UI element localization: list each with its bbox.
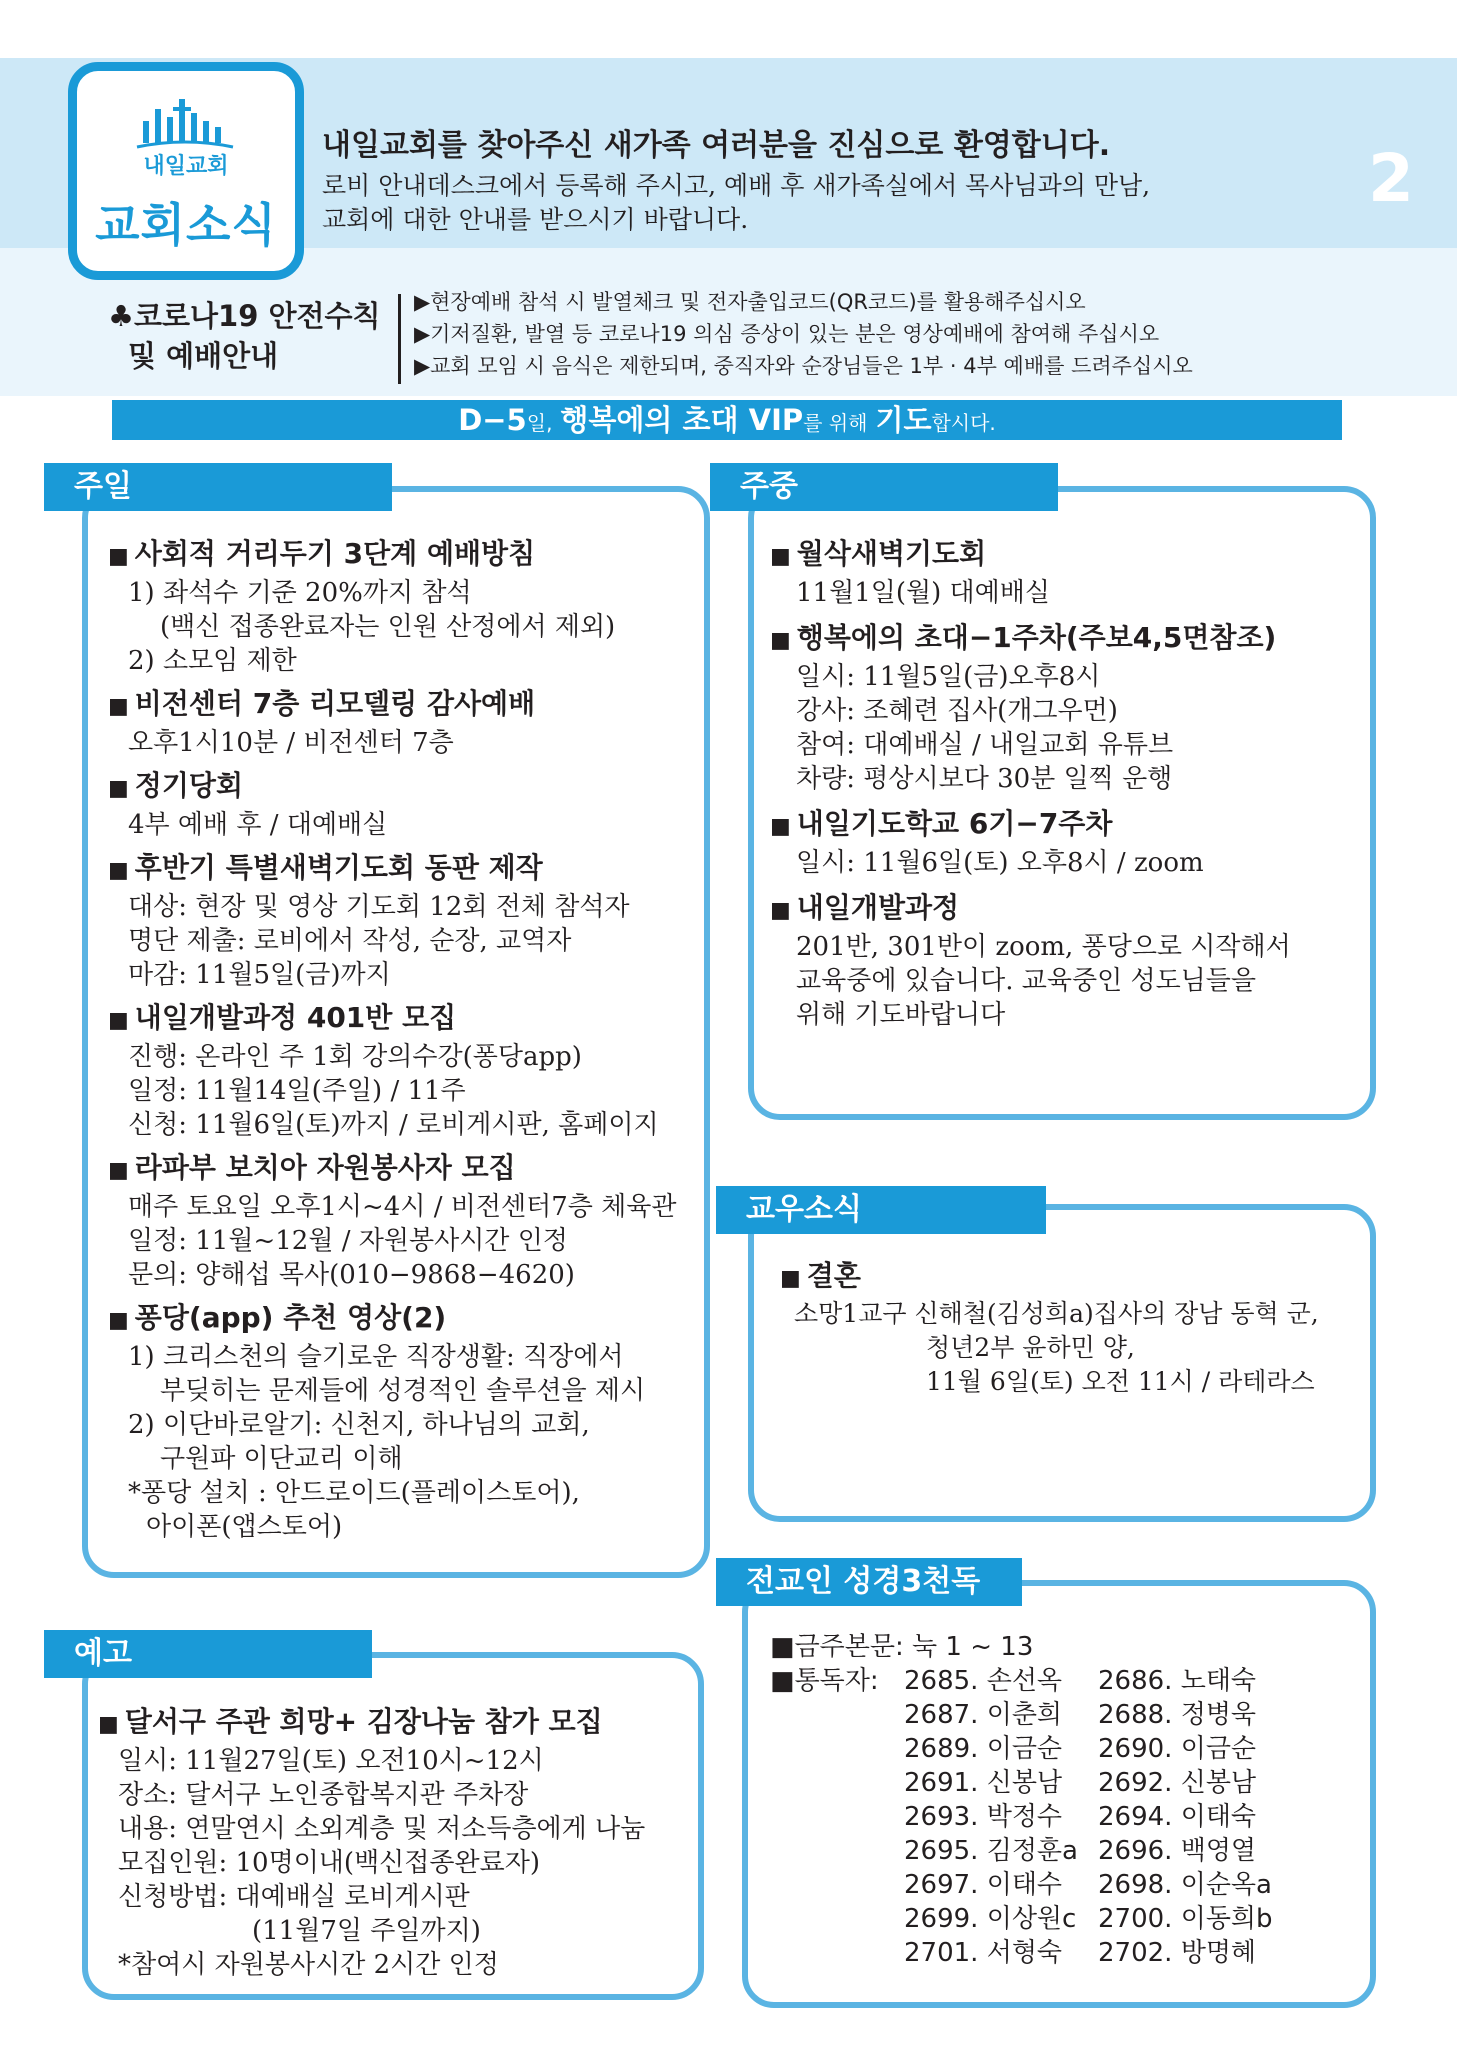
item-line: 11월1일(월) 대예배실 xyxy=(796,578,1050,608)
weekday-item-title: ■ 행복에의 초대−1주차(주보4,5면참조) xyxy=(770,621,1277,654)
item-line: 교육중에 있습니다. 교육중인 성도님들을 xyxy=(796,966,1257,996)
item-line: 차량: 평상시보다 30분 일찍 운행 xyxy=(796,764,1173,794)
reader-name: 2701. 서형숙 xyxy=(904,1938,1063,1968)
item-line: 오후1시10분 / 비전센터 7층 xyxy=(128,728,454,758)
dday-text: 합시다. xyxy=(931,411,996,435)
item-line: *참여시 자원봉사시간 2시간 인정 xyxy=(118,1950,499,1980)
dday-text: 를 위해 xyxy=(803,411,868,435)
church-logo-icon xyxy=(135,91,235,151)
reader-name: 2686. 노태숙 xyxy=(1098,1666,1257,1696)
reader-name: 2685. 손선옥 xyxy=(904,1666,1063,1696)
sunday-item-title: ■ 정기당회 xyxy=(108,769,243,802)
item-line: 대상: 현장 및 영상 기도회 12회 전체 참석자 xyxy=(128,892,630,922)
covid-title xyxy=(108,296,381,376)
item-line: 명단 제출: 로비에서 작성, 순장, 교역자 xyxy=(128,926,572,956)
item-line: 구원파 이단교리 이해 xyxy=(160,1444,403,1474)
sunday-item-title: ■ 비전센터 7층 리모델링 감사예배 xyxy=(108,687,536,720)
item-line: 4부 예배 후 / 대예배실 xyxy=(128,810,388,840)
item-line: *퐁당 설치 : 안드로이드(플레이스토어), xyxy=(128,1478,580,1508)
reader-name: 2698. 이순옥a xyxy=(1098,1870,1272,1900)
sunday-item-title: ■ 사회적 거리두기 3단계 예배방침 xyxy=(108,537,536,570)
dday-banner xyxy=(112,400,1342,440)
weekday-item-title: ■ 내일개발과정 xyxy=(770,891,960,924)
sunday-item-title: ■ 라파부 보치아 자원봉사자 모집 xyxy=(108,1151,516,1184)
item-line: 신청방법: 대예배실 로비게시판 xyxy=(118,1882,470,1912)
covid-notice: ▶교회 모임 시 음식은 제한되며, 중직자와 순장님들은 1부 · 4부 예배를 드려주십시오 xyxy=(414,354,1193,378)
reader-name: 2702. 방명혜 xyxy=(1098,1938,1257,1968)
reader-name: 2693. 박정수 xyxy=(904,1802,1063,1832)
item-line: 모집인원: 10명이내(백신접종완료자) xyxy=(118,1848,541,1878)
reader-name: 2691. 신봉남 xyxy=(904,1768,1063,1798)
item-line: 마감: 11월5일(금)까지 xyxy=(128,960,391,990)
welcome-title: 내일교회를 찾아주신 새가족 여러분을 진심으로 환영합니다. xyxy=(322,128,1111,163)
dday-text: 행복에의 초대 VIP xyxy=(560,403,804,437)
item-line: (11월7일 주일까지) xyxy=(252,1916,481,1946)
item-line: 매주 토요일 오후1시~4시 / 비전센터7층 체육관 xyxy=(128,1192,677,1222)
item-line: 신청: 11월6일(토)까지 / 로비게시판, 홈페이지 xyxy=(128,1110,659,1140)
weekday-item-title: ■ 월삭새벽기도회 xyxy=(770,537,987,570)
covid-title-line: ♣코로나19 안전수칙 xyxy=(108,299,381,333)
item-line: 1) 크리스천의 슬기로운 직장생활: 직장에서 xyxy=(128,1342,624,1372)
item-line: 2) 이단바로알기: 신천지, 하나님의 교회, xyxy=(128,1410,590,1440)
sunday-item-title: ■ 퐁당(app) 추천 영상(2) xyxy=(108,1301,447,1334)
item-line: (백신 접종완료자는 인원 산정에서 제외) xyxy=(160,612,616,642)
item-line: 부딪히는 문제들에 성경적인 솔루션을 제시 xyxy=(160,1376,646,1406)
item-line: 11월 6일(토) 오전 11시 / 라테라스 xyxy=(926,1367,1315,1396)
covid-notice: ▶현장예배 참석 시 발열체크 및 전자출입코드(QR코드)를 활용해주십시오 xyxy=(414,290,1086,314)
item-line: 일정: 11월~12월 / 자원봉사시간 인정 xyxy=(128,1226,568,1256)
reader-name: 2690. 이금순 xyxy=(1098,1734,1257,1764)
item-line: 일정: 11월14일(주일) / 11주 xyxy=(128,1076,466,1106)
sunday-item-title: ■ 내일개발과정 401반 모집 xyxy=(108,1001,457,1034)
reader-name: 2689. 이금순 xyxy=(904,1734,1063,1764)
covid-title-line: 및 예배안내 xyxy=(128,339,279,373)
reader-name: 2699. 이상원c xyxy=(904,1904,1077,1934)
reader-name: 2700. 이동희b xyxy=(1098,1904,1273,1934)
welcome-line: 교회에 대한 안내를 받으시기 바랍니다. xyxy=(322,205,749,234)
item-line: 강사: 조혜련 집사(개그우먼) xyxy=(796,696,1118,726)
covid-notice: ▶기저질환, 발열 등 코로나19 의심 증상이 있는 분은 영상예배에 참여해 주십시오 xyxy=(414,322,1160,346)
notice-item-title: ■ 달서구 주관 희망+ 김장나눔 참가 모집 xyxy=(98,1705,603,1738)
item-line: 진행: 온라인 주 1회 강의수강(퐁당app) xyxy=(128,1042,582,1072)
dday-text: 일, xyxy=(526,411,553,435)
item-line: 위해 기도바랍니다 xyxy=(796,1000,1006,1030)
bible-passage: ■금주본문: 눅 1 ~ 13 xyxy=(770,1632,1034,1662)
reader-name: 2697. 이태수 xyxy=(904,1870,1063,1900)
reader-name: 2688. 정병욱 xyxy=(1098,1700,1257,1730)
weekday-tab: 주중 xyxy=(710,463,1058,511)
notice-tab: 예고 xyxy=(44,1630,372,1678)
logo-text: 내일교회 xyxy=(143,154,229,179)
welcome-line: 로비 안내데스크에서 등록해 주시고, 예배 후 새가족실에서 목사님과의 만남, xyxy=(322,171,1151,200)
sunday-tab: 주일 xyxy=(44,463,392,511)
sunday-item-title: ■ 후반기 특별새벽기도회 동판 제작 xyxy=(108,851,543,884)
item-line: 1) 좌석수 기준 20%까지 참석 xyxy=(128,578,472,608)
item-line: 참여: 대예배실 / 내일교회 유튜브 xyxy=(796,730,1174,760)
reader-name: 2694. 이태숙 xyxy=(1098,1802,1257,1832)
item-line: 201반, 301반이 zoom, 퐁당으로 시작해서 xyxy=(796,932,1291,962)
item-line: 아이폰(앱스토어) xyxy=(146,1512,343,1542)
reader-name: 2696. 백영열 xyxy=(1098,1836,1257,1866)
readers-label: ■통독자: xyxy=(770,1666,879,1696)
reader-name: 2687. 이춘희 xyxy=(904,1700,1063,1730)
members-tab: 교우소식 xyxy=(716,1186,1046,1234)
item-line: 청년2부 윤하민 양, xyxy=(926,1333,1135,1362)
item-line: 내용: 연말연시 소외계층 및 저소득층에게 나눔 xyxy=(118,1814,646,1844)
reader-name: 2692. 신봉남 xyxy=(1098,1768,1257,1798)
bible-tab: 전교인 성경3천독 xyxy=(716,1558,1022,1606)
item-line: 장소: 달서구 노인종합복지관 주차장 xyxy=(118,1780,529,1810)
divider xyxy=(398,294,401,384)
weekday-item-title: ■ 내일기도학교 6기−7주차 xyxy=(770,807,1113,840)
reader-name: 2695. 김정훈a xyxy=(904,1836,1078,1866)
item-line: 2) 소모임 제한 xyxy=(128,646,297,676)
dday-count: D−5 xyxy=(458,403,527,437)
item-line: 소망1교구 신해철(김성희a)집사의 장남 동혁 군, xyxy=(794,1299,1319,1328)
members-item-title: ■ 결혼 xyxy=(780,1259,861,1292)
item-line: 일시: 11월27일(토) 오전10시~12시 xyxy=(118,1746,544,1776)
page-number: 2 xyxy=(1368,140,1414,217)
item-line: 일시: 11월5일(금)오후8시 xyxy=(796,662,1101,692)
item-line: 일시: 11월6일(토) 오후8시 / zoom xyxy=(796,848,1204,878)
section-title: 교회소식 xyxy=(95,198,277,252)
item-line: 문의: 양해섭 목사(010−9868−4620) xyxy=(128,1260,575,1290)
dday-text: 기도 xyxy=(875,403,932,437)
church-logo xyxy=(68,62,304,280)
